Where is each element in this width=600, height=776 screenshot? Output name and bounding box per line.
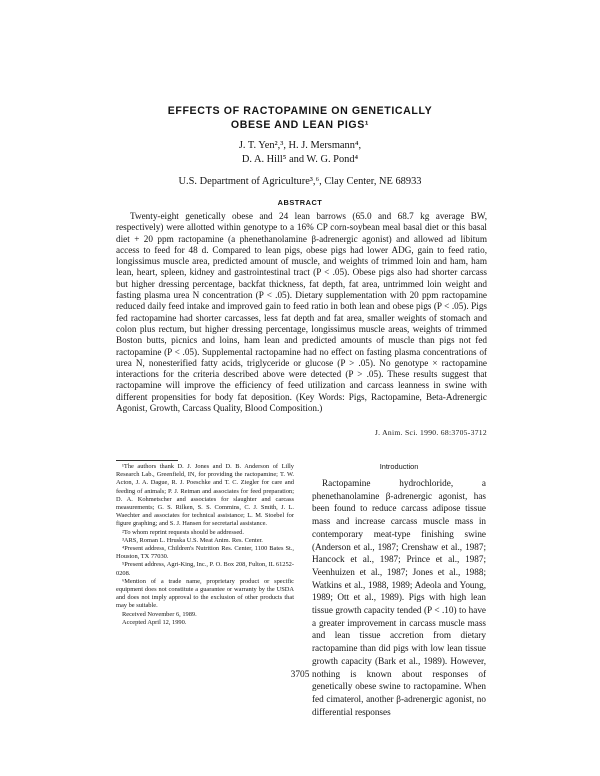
introduction-text: Ractopamine hydrochloride, a phenethanolamine β-adrenergic agonist, has been found to reduce carcass adipose tissue mass and increase carcass muscle mass in contemporary meat-type finishing swine (Anderson et al., 1987; Crenshaw et al., 1987; Hancock et al., 1987; Prince et al., 1987; Veenhuizen et al., 1987; Jones et al., 1988; Watkins et al., 1988, 1989; Adeola and Young, 1989; Ott et al., 1989). Pigs with high lean tissue growth capacity tended (P < .10) to have a greater improvement in carcass muscle mass and lean tissue accretion from dietary ractopamine than did pigs with low lean tissue growth capacity (Bark et al., 1989). However, nothing is known about responses of genetically obese swine to ractopamine. When fed cimaterol, another β-adrenergic agonist, no differential responses <box>312 478 486 717</box>
affiliation: U.S. Department of Agriculture³,⁶, Clay Center, NE 68933 <box>178 176 422 187</box>
authors-line-2: D. A. Hill⁵ and W. G. Pond⁴ <box>241 154 359 165</box>
title-line-1: EFFECTS OF RACTOPAMINE ON GENETICALLY <box>167 105 433 117</box>
footnote-6: ⁶Mention of a trade name, proprietary product or specific equipment does not constitute a guarantee or warranty by the USDA and does not imply approval to the exclusion of other products that may be suitable. <box>116 577 294 610</box>
footnote-1: ¹The authors thank D. J. Jones and D. B. Anderson of Lilly Research Lab., Greenfield, IN, for providing the ractopamine; T. W. Acton, J. A. Dague, R. J. Poeschke and T. C. Ziegler for care and feeding of animals; P. J. Reiman and associates for feed preparation; D. A. Kohmetscher and associates for slaughter and carcass measurements; G. S. Rilken, S. S. Commins, C. J. Smith, J. L. Waechter and associates for technical assistance; L. M. Stoebel for figure graphing; and S. J. Hansen for secretarial assistance. <box>116 463 294 528</box>
authors-line-1: J. T. Yen²,³, H. J. Mersmann⁴, <box>238 140 362 151</box>
page-number: 3705 <box>290 670 310 680</box>
footnote-2: ²To whom reprint requests should be addressed. <box>122 528 244 536</box>
title-line-2: OBESE AND LEAN PIGS¹ <box>230 119 370 131</box>
accepted-date: Accepted April 12, 1990. <box>122 618 187 626</box>
footnote-4: ⁴Present address, Children's Nutrition Res. Center, 1100 Bates St., Houston, TX 77030. <box>116 545 294 561</box>
footnote-5: ⁵Present address, Agri-King, Inc., P. O. Box 208, Fulton, IL 61252-0208. <box>116 561 294 577</box>
received-date: Received November 6, 1989. <box>122 610 197 618</box>
introduction-heading: Introduction <box>379 462 419 471</box>
article-title <box>95 104 505 132</box>
abstract-body <box>116 211 487 414</box>
journal-citation: J. Anim. Sci. 1990. 68:3705-3712 <box>374 428 487 437</box>
footnotes-column <box>116 460 294 627</box>
footnote-3: ³ARS, Roman L. Hruska U.S. Meat Anim. Res. Center. <box>122 536 263 544</box>
abstract-heading: ABSTRACT <box>277 198 323 207</box>
author-list <box>180 139 420 167</box>
footnote-divider <box>116 460 178 461</box>
introduction-body <box>312 477 486 718</box>
abstract-text: Twenty-eight genetically obese and 24 lean barrows (65.0 and 68.7 kg average BW, respectively) were allotted within genotype to a 16% CP corn-soybean meal basal diet or this basal diet + 20 ppm ractopamine (a phenethanolamine β-adrenergic agonist) and allowed ad libitum access to feed for 48 d. Compared to lean pigs, obese pigs had lower ADG, gain to feed ratio, longissimus muscle area, predicted amount of muscle, and weights of trimmed loin and ham, ham lean, heart, spleen, kidney and gastrointestinal tract (P < .05). Obese pigs also had shorter carcass but higher dressing percentage, backfat thickness, fat depth, fat area, untrimmed loin weight and fasting plasma urea N concentration (P < .05). Dietary supplementation with 20 ppm ractopamine reduced daily feed intake and improved gain to feed ratio in both lean and obese pigs (P < .05). Pigs fed ractopamine had shorter carcasses, less fat depth and fat area, smaller weights of stomach and colon plus rectum, but higher dressing percentage, longissimus muscle areas, weights of trimmed Boston butts, picnics and loins, ham lean and predicted amounts of muscle than pigs not fed ractopamine (P < .05). Supplemental ractopamine had no effect on fasting plasma concentrations of urea N, nonesterified fatty acids, triglyceride or glucose (P > .05). No genotype × ractopamine interactions for the criteria described above were detected (P > .05). These results suggest that ractopamine will improve the efficiency of feed utilization and carcass leanness in swine with different propensities for body fat deposition. (Key Words: Pigs, Ractopamine, Beta-Adrenergic Agonist, Growth, Carcass Quality, Blood Composition.) <box>116 211 487 414</box>
